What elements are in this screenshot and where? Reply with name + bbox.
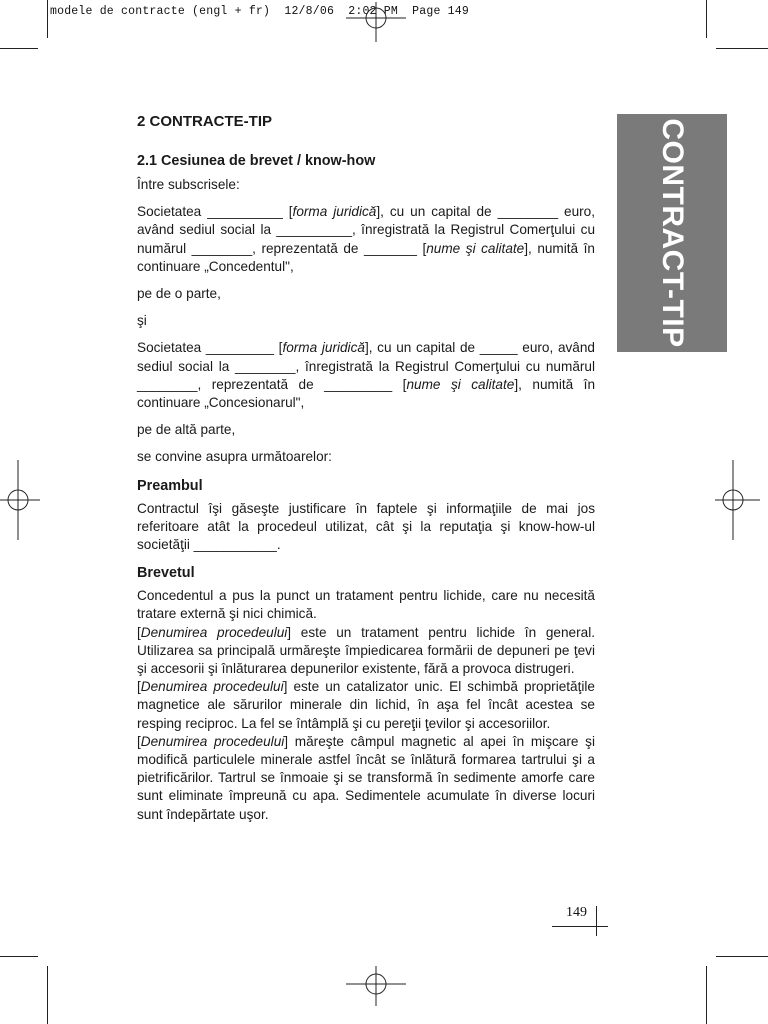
registration-target-icon (715, 460, 760, 540)
page-number-rule (596, 906, 597, 936)
registration-target-icon (0, 460, 40, 540)
patent-paragraph-2: [Denumirea procedeului] este un tratament pentru lichide în general. Utilizarea sa principală urmăreşte împiedicarea formării de depuneri pe ţevi şi accesorii şi înlăturarea depunerilor existente, fără a provoca distrugeri. (137, 624, 595, 677)
page-number-rule (552, 926, 608, 927)
party-2-paragraph: Societatea _________ [forma juridică], cu un capital de _____ euro, având sediul social la ________, înregistrată la Registrul Comerţului cu numărul ________, reprezentată de _________ [nume şi calitate], numită în continuare „Concesionarul", (137, 340, 596, 411)
preamble-paragraph: Contractul îşi găseşte justificare în faptele şi informaţiile de mai jos referitoare atât la procedeul utilizat, cât şi la reputaţia şi know-how-ul societăţii ___________. (137, 500, 595, 553)
crop-mark (716, 956, 768, 957)
and-line: şi (137, 313, 147, 329)
chapter-title: 2 CONTRACTE-TIP (137, 113, 272, 130)
crop-mark (716, 48, 768, 49)
registration-target-icon (346, 966, 406, 1006)
registration-target-icon (346, 2, 406, 42)
patent-paragraph-4: [Denumirea procedeului] măreşte câmpul magnetic al apei în mişcare şi modifică particulele minerale astfel încât se înlătură formarea tartrului şi a pietrificărilor. Tartrul se înmoaie şi se transformă în sedimente amorfe care sunt eliminate împreună cu apa. Sedimentele acumulate în diverse locuri sunt îndepărtate uşor. (137, 733, 595, 822)
side-tab (617, 114, 727, 352)
patent-paragraph-1: Concedentul a pus la punct un tratament pentru lichide, care nu necesită tratare externă şi nici chimică. (137, 588, 595, 622)
crop-mark (47, 966, 48, 1024)
page-number: 149 (566, 905, 587, 920)
section-title: 2.1 Cesiunea de brevet / know-how (137, 153, 376, 169)
patent-title: Brevetul (137, 565, 195, 582)
crop-mark (47, 0, 48, 38)
agreement-line: se convine asupra următoarelor: (137, 449, 332, 465)
side-tab-label: CONTRACT-TIP (656, 118, 689, 348)
main-content (137, 112, 595, 824)
party-1-paragraph: Societatea __________ [forma juridică], cu un capital de ________ euro, având sediul social la __________, înregistrată la Registrul Comerţului cu numărul ________, reprezentată de _______ [nume şi calitate], numită în continuare „Concedentul", (137, 204, 596, 274)
print-slug: modele de contracte (engl + fr) 12/8/06 2:02 PM Page 149 (50, 5, 469, 18)
patent-paragraph-3: [Denumirea procedeului] este un catalizator unic. El schimbă proprietăţile magnetice ale sărurilor minerale din lichid, în aşa fel încât acestea se resping reciproc. La fel se întâmplă şi cu pereţii ţevilor şi accesoriilor. (137, 679, 595, 731)
crop-mark (706, 966, 707, 1024)
crop-mark (0, 956, 38, 957)
crop-mark (706, 0, 707, 38)
crop-mark (0, 48, 38, 49)
one-side-line: pe de o parte, (137, 286, 221, 302)
intro-line: Între subscrisele: (137, 177, 240, 192)
preamble-title: Preambul (137, 477, 203, 494)
other-side-line: pe de altă parte, (137, 422, 236, 438)
